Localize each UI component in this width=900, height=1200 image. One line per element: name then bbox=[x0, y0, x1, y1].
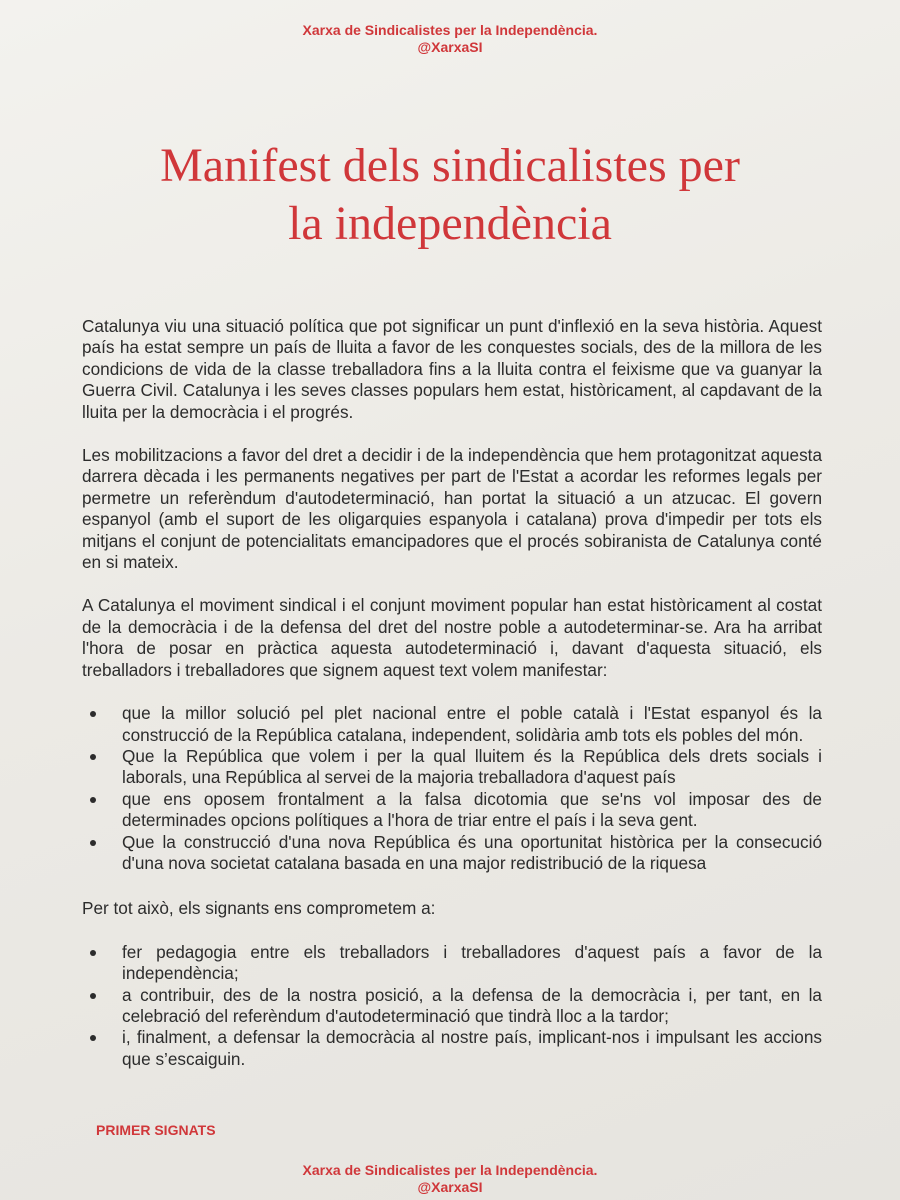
list-item-text: a contribuir, des de la nostra posició, a la defensa de la democràcia i, per tant, en la celebració del referèndum d'autodeterminació que tindrà lloc a la tardor; bbox=[122, 984, 822, 1026]
list-item bbox=[82, 746, 822, 789]
commitments-list bbox=[82, 942, 822, 1070]
list-item-text: Que la República que volem i per la qual lluitem és la República dels drets socials i laborals, una República al servei de la majoria treballadora d'aquest país bbox=[122, 745, 822, 788]
footer-handle: @XarxaSI bbox=[417, 1179, 483, 1195]
paragraph-3: A Catalunya el moviment sindical i el conjunt moviment popular han estat històricament al costat de la democràcia i de la defensa del dret del nostre poble a autodeterminar-se. Ara ha arribat l'hora de posar en pràctica aquesta autodeterminació i, davant d'aquesta situació, els treballadors i treballadores que signem aquest text volem manifestar: bbox=[82, 595, 822, 680]
footer bbox=[0, 1162, 900, 1196]
manifest-points-list bbox=[82, 703, 822, 874]
list-item bbox=[82, 832, 822, 875]
page-title bbox=[0, 137, 900, 253]
bullet-icon bbox=[90, 993, 96, 999]
bullet-icon bbox=[90, 711, 96, 717]
list-item-text: que la millor solució pel plet nacional entre el poble català i l'Estat espanyol és la construcció de la República catalana, independent, solidària amb tots els pobles del món. bbox=[122, 703, 822, 745]
signatories-heading: PRIMER SIGNATS bbox=[96, 1122, 216, 1138]
title-line-1: Manifest dels sindicalistes per bbox=[160, 139, 740, 192]
paragraph-1: Catalunya viu una situació política que pot significar un punt d'inflexió en la seva història. Aquest país ha estat sempre un país de lluita a favor de les conquestes socials, des de la millora de les condicions de vida de la classe treballadora fins a la lluita contra el feixisme que va guanyar la Guerra Civil. Catalunya i les seves classes populars hem estat, històricament, al capdavant de la lluita per la democràcia i el progrés. bbox=[82, 316, 822, 422]
header bbox=[0, 22, 900, 56]
commitment-intro: Per tot això, els signants ens comprometem a: bbox=[82, 898, 436, 919]
manifesto-body bbox=[82, 316, 822, 1094]
list-item bbox=[82, 1027, 822, 1070]
list-item bbox=[82, 985, 822, 1028]
list-item bbox=[82, 703, 822, 746]
list-item-text: i, finalment, a defensar la democràcia al nostre país, implicant-nos i impulsant les accions que s’escaiguin. bbox=[122, 1027, 822, 1069]
bullet-icon bbox=[90, 754, 96, 760]
list-item-text: Que la construcció d'una nova República és una oportunitat històrica per la consecució d'una nova societat catalana basada en una major redistribució de la riquesa bbox=[122, 831, 822, 873]
list-item-text: que ens oposem frontalment a la falsa dicotomia que se'ns vol imposar des de determinades opcions polítiques a l'hora de triar entre el país i la seva gent. bbox=[122, 788, 822, 831]
list-item-text: fer pedagogia entre els treballadors i treballadores d'aquest país a favor de la independència; bbox=[122, 941, 822, 984]
footer-org-name: Xarxa de Sindicalistes per la Independència. bbox=[302, 1162, 598, 1178]
bullet-icon bbox=[90, 950, 96, 956]
bullet-icon bbox=[90, 1035, 96, 1041]
bullet-icon bbox=[90, 797, 96, 803]
header-handle: @XarxaSI bbox=[417, 39, 483, 55]
list-item bbox=[82, 942, 822, 985]
title-line-2: la independència bbox=[288, 197, 612, 250]
header-org-name: Xarxa de Sindicalistes per la Independència. bbox=[302, 22, 598, 38]
list-item bbox=[82, 789, 822, 832]
bullet-icon bbox=[90, 840, 96, 846]
paragraph-2: Les mobilitzacions a favor del dret a decidir i de la independència que hem protagonitzat aquesta darrera dècada i les permanents negatives per part de l'Estat a acordar les reformes legals per permetre un referèndum d'autodeterminació, han portat la situació a un atzucac. El govern espanyol (amb el suport de les oligarquies espanyola i catalana) prova d'impedir per tots els mitjans el conjunt de potencialitats emancipadores que el procés sobiranista de Catalunya conté en si mateix. bbox=[82, 445, 822, 573]
